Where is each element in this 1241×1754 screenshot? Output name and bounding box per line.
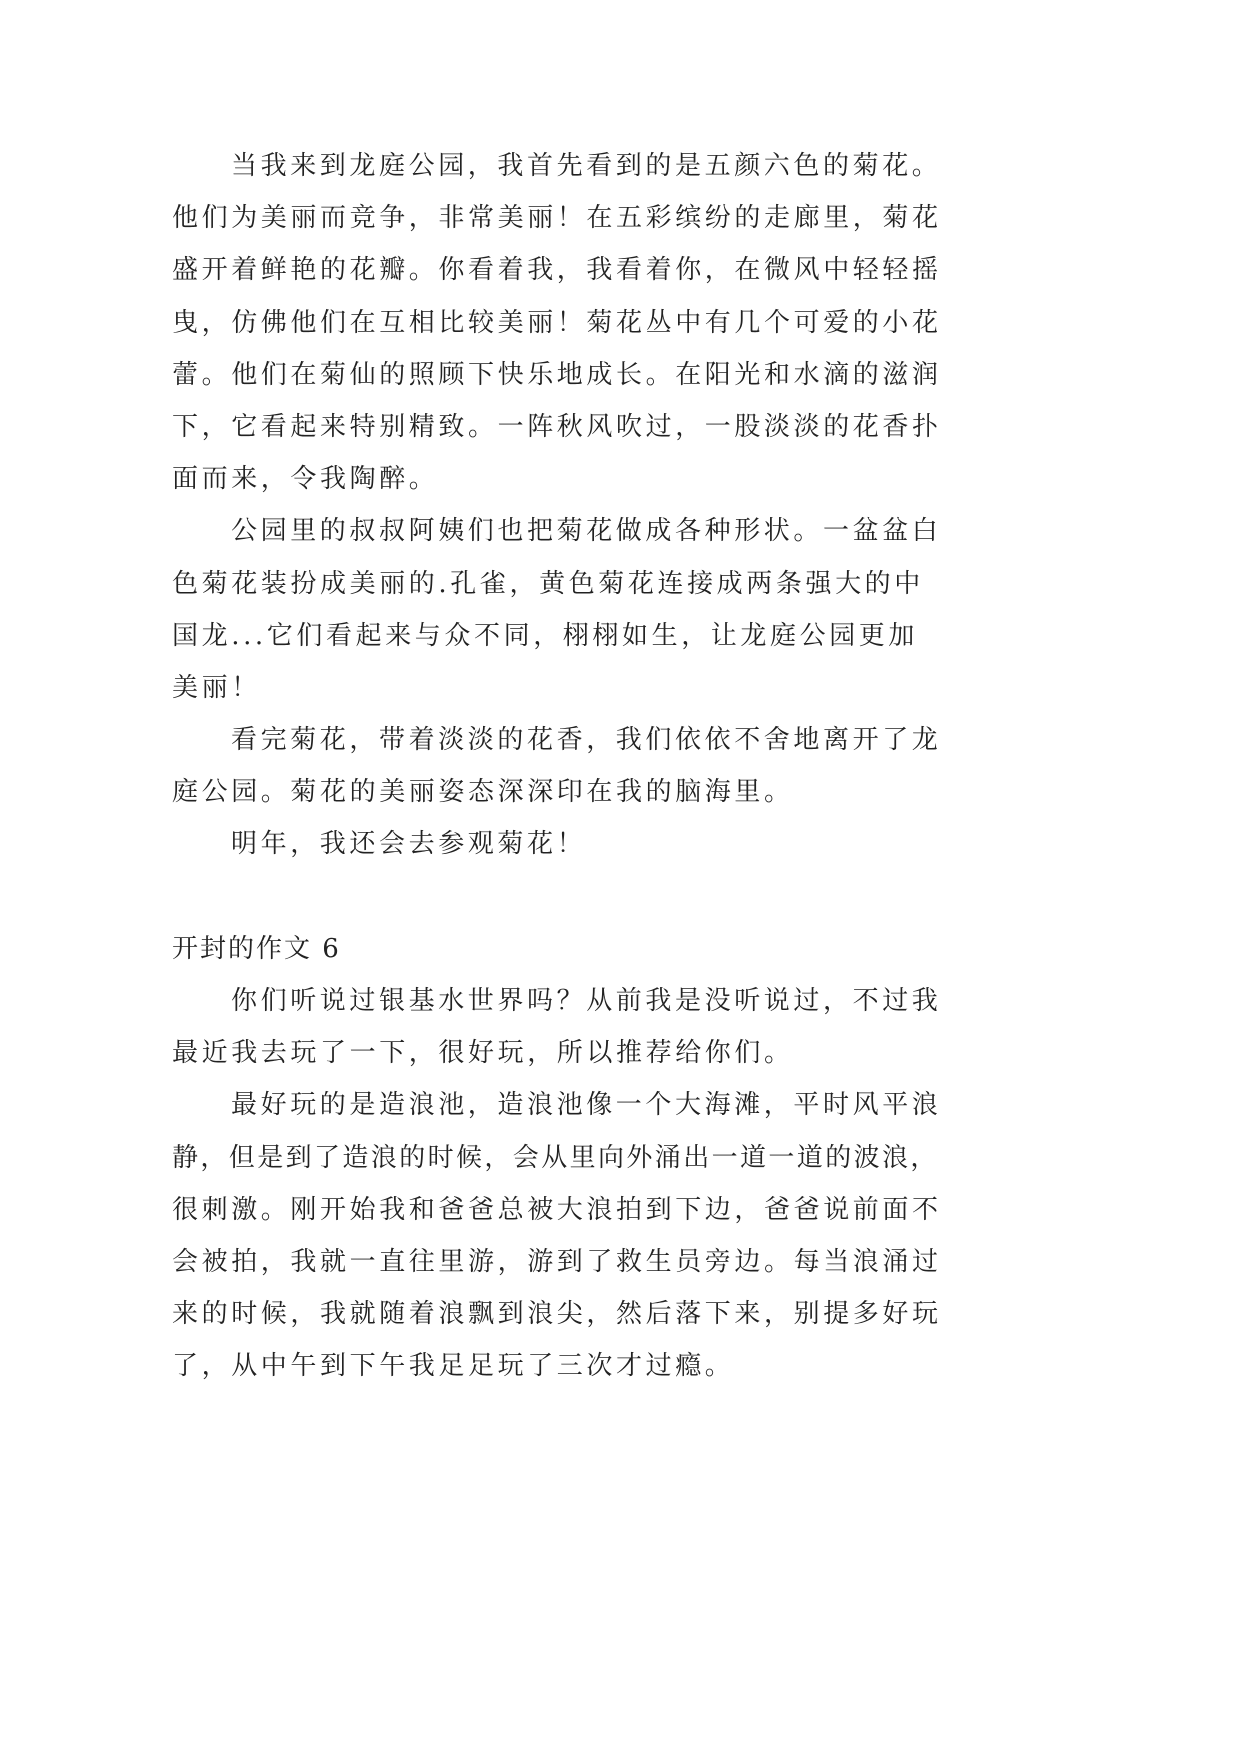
text-line: 会被拍，我就一直往里游，游到了救生员旁边。每当浪涌过: [172, 1246, 942, 1277]
paragraph: [172, 714, 1052, 818]
text-line: 了，从中午到下午我足足玩了三次才过瘾。: [172, 1351, 735, 1382]
text-line: 你们听说过银基水世界吗？从前我是没听说过，不过我: [231, 986, 942, 1016]
text-line: 曳，仿佛他们在互相比较美丽！菊花丛中有几个可爱的小花: [172, 307, 942, 338]
text-line: 最好玩的是造浪池，造浪池像一个大海滩，平时风平浪: [231, 1090, 942, 1121]
text-line: 明年，我还会去参观菊花！: [231, 829, 587, 860]
text-line: 下，它看起来特别精致。一阵秋风吹过，一股淡淡的花香扑: [172, 411, 942, 442]
text-line: 他们为美丽而竞争，非常美丽！在五彩缤纷的走廊里，菊花: [172, 203, 942, 234]
paragraph: [172, 505, 1052, 714]
text-line: 美丽！: [172, 672, 261, 703]
text-line: 色菊花装扮成美丽的.孔雀，黄色菊花连接成两条强大的中: [172, 568, 924, 599]
text-line: 公园里的叔叔阿姨们也把菊花做成各种形状。一盆盆白: [231, 516, 942, 547]
text-line: 静，但是到了造浪的时候，会从里向外涌出一道一道的波浪，: [172, 1142, 939, 1173]
paragraph: [172, 140, 1052, 505]
text-line: 国龙...它们看起来与众不同，栩栩如生，让龙庭公园更加: [172, 620, 918, 651]
text-line: 最近我去玩了一下，很好玩，所以推荐给你们。: [172, 1038, 794, 1069]
text-line: 盛开着鲜艳的花瓣。你看着我，我看着你，在微风中轻轻摇: [172, 255, 942, 286]
paragraph: [172, 818, 1052, 870]
essay-title: 开封的作文 6: [172, 933, 341, 964]
text-line: 来的时候，我就随着浪飘到浪尖，然后落下来，别提多好玩: [172, 1299, 942, 1330]
text-line: 庭公园。菊花的美丽姿态深深印在我的脑海里。: [172, 777, 794, 808]
document-body: [172, 140, 1052, 1393]
text-line: 当我来到龙庭公园，我首先看到的是五颜六色的菊花。: [231, 151, 942, 181]
paragraph: [172, 975, 1052, 1079]
text-line: 面而来，令我陶醉。: [172, 464, 439, 495]
paragraph: [172, 1079, 1052, 1392]
text-line: 蕾。他们在菊仙的照顾下快乐地成长。在阳光和水滴的滋润: [172, 359, 942, 390]
text-line: 看完菊花，带着淡淡的花香，我们依依不舍地离开了龙: [231, 725, 942, 756]
text-line: 很刺激。刚开始我和爸爸总被大浪拍到下边，爸爸说前面不: [172, 1194, 942, 1225]
